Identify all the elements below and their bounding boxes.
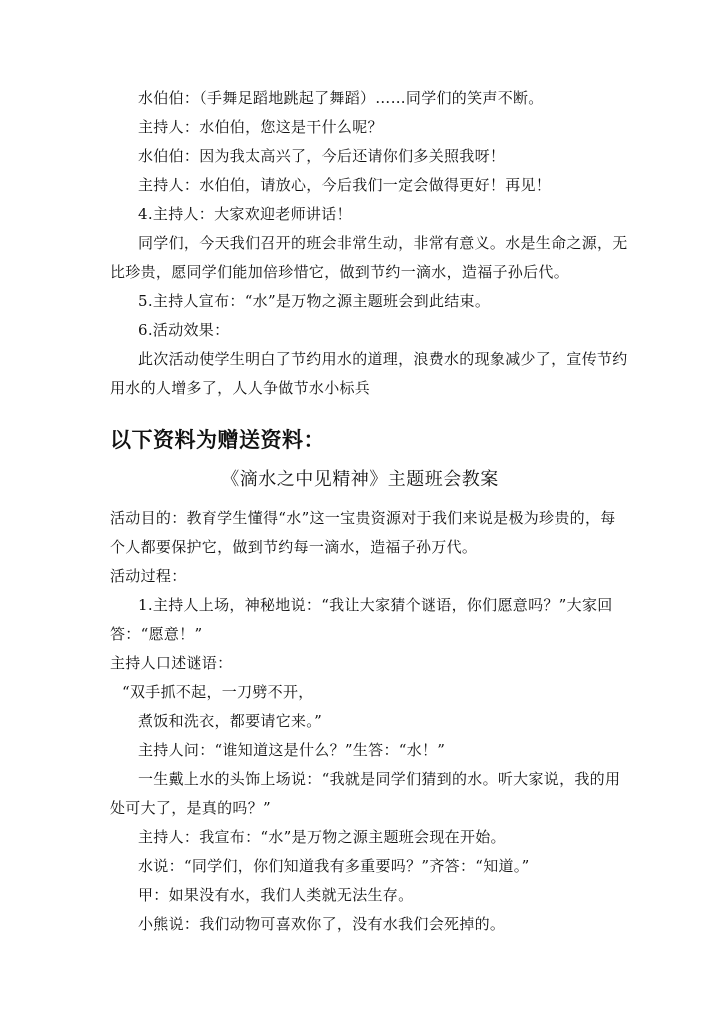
step-1-riddle-intro: 1.主持人上场，神秘地说：“我让大家猜个谜语，你们愿意吗？”大家回 [138,596,613,614]
water-character-line-2: 处可大了，是真的吗？” [110,799,271,817]
lesson-plan-title: 《滴水之中见精神》主题班会教案 [221,469,499,490]
step-4-teacher-speech: 4.主持人：大家欢迎老师讲话！ [138,205,352,223]
dialogue-line-shui-bobo-dance: 水伯伯：（手舞足蹈地跳起了舞蹈）……同学们的笑声不断。 [138,89,544,107]
water-says-line: 水说：“同学们，你们知道我有多重要吗？”齐答：“知道。” [138,857,530,875]
dialogue-line-shui-bobo-happy: 水伯伯：因为我太高兴了，今后还请你们多关照我呀！ [138,147,506,165]
process-heading: 活动过程： [110,567,187,585]
water-character-line-1: 一生戴上水的头饰上场说：“我就是同学们猜到的水。听大家说，我的用 [138,770,621,788]
goal-line-2: 个人都要保护它，做到节约每一滴水，造福子孙万代。 [110,538,478,556]
teacher-speech-line-1: 同学们，今天我们召开的班会非常生动，非常有意义。水是生命之源，无 [138,234,628,252]
dialogue-line-host-ask: 主持人：水伯伯，您这是干什么呢？ [138,118,383,136]
teacher-speech-line-2: 比珍贵，愿同学们能加倍珍惜它，做到节约一滴水，造福子孙后代。 [110,263,570,281]
student-a-line: 甲：如果没有水，我们人类就无法生存。 [138,886,414,904]
step-1-riddle-answer: 答：“愿意！” [110,625,203,643]
little-bear-line: 小熊说：我们动物可喜欢你了，没有水我们会死掉的。 [138,915,506,933]
effect-line-1: 此次活动使学生明白了节约用水的道理，浪费水的现象减少了，宣传节约 [138,350,628,368]
effect-line-2: 用水的人增多了，人人争做节水小标兵 [110,379,371,397]
riddle-line-2: 煮饭和洗衣，都要请它来。” [138,712,323,730]
host-question-line: 主持人问：“谁知道这是什么？”生答：“水！” [138,741,446,759]
host-announce-line: 主持人：我宣布：“水”是万物之源主题班会现在开始。 [138,828,506,846]
bonus-material-heading: 以下资料为赠送资料： [110,428,325,452]
step-5-closing: 5.主持人宣布：“水”是万物之源主题班会到此结束。 [138,292,491,310]
step-6-effect-heading: 6.活动效果： [138,321,230,339]
goal-line-1: 活动目的：教育学生懂得“水”这一宝贵资源对于我们来说是极为珍贵的，每 [110,509,616,527]
riddle-recital-heading: 主持人口述谜语： [110,654,233,672]
riddle-line-1: “双手抓不起，一刀劈不开， [122,683,314,701]
dialogue-line-host-goodbye: 主持人：水伯伯，请放心，今后我们一定会做得更好！再见！ [138,176,552,194]
